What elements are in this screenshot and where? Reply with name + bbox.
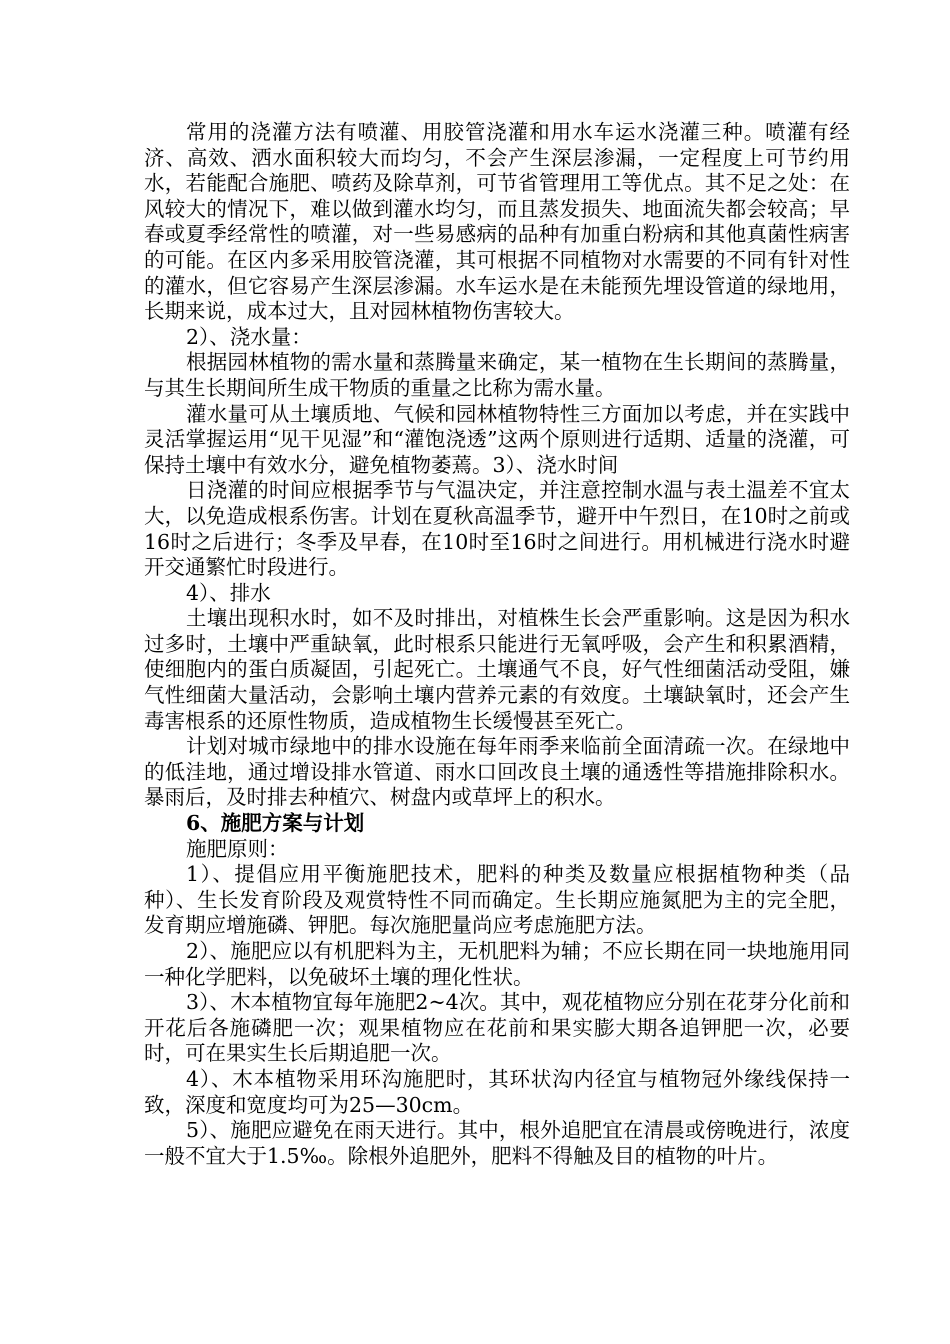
paragraph-watering-time: 日浇灌的时间应根据季节与气温决定，并注意控制水温与表土温差不宜太大，以免造成根系伤害。计划在夏秋高温季节，避开中午烈日，在10时之前或16时之后进行；冬季及早春，在10时至16时之间进行。用机械进行浇水时避开交通繁忙时段进行。 [144, 478, 850, 580]
paragraph-principle-3: 3）、木本植物宜每年施肥2~4次。其中，观花植物应分别在花芽分化前和开花后各施磷肥一次；观果植物应在花前和果实膨大期各追钾肥一次，必要时，可在果实生长后期追肥一次。 [144, 990, 850, 1066]
paragraph-waterlogging-effects: 土壤出现积水时，如不及时排出，对植株生长会严重影响。这是因为积水过多时，土壤中严重缺氧，此时根系只能进行无氧呼吸，会产生和积累酒精，使细胞内的蛋白质凝固，引起死亡。土壤通气不良，好气性细菌活动受阻，嫌气性细菌大量活动，会影响土壤内营养元素的有效度。土壤缺氧时，还会产生毒害根系的还原性物质，造成植物生长缓慢甚至死亡。 [144, 606, 850, 733]
paragraph-water-requirement: 根据园林植物的需水量和蒸腾量来确定，某一植物在生长期间的蒸腾量，与其生长期间所生成干物质的重量之比称为需水量。 [144, 350, 850, 400]
paragraph-principle-5: 5）、施肥应避免在雨天进行。其中，根外追肥宜在清晨或傍晚进行，浓度一般不宜大于1.5‰。除根外追肥外，肥料不得触及目的植物的叶片。 [144, 1118, 850, 1168]
paragraph-principle-2: 2）、施肥应以有机肥料为主，无机肥料为辅；不应长期在同一块地施用同一种化学肥料，以免破坏土壤的理化性状。 [144, 939, 850, 989]
paragraph-principle-1: 1）、提倡应用平衡施肥技术，肥料的种类及数量应根据植物种类（品种）、生长发育阶段及观赏特性不同而确定。生长期应施氮肥为主的完全肥，发育期应增施磷、钾肥。每次施肥量尚应考虑施肥方法。 [144, 862, 850, 938]
section-heading-fertilization: 6、施肥方案与计划 [186, 811, 365, 836]
subheading-drainage: 4）、排水 [186, 580, 271, 605]
paragraph-irrigation-amount: 灌水量可从土壤质地、气候和园林植物特性三方面加以考虑，并在实践中灵活掌握运用“见干见湿”和“灌饱浇透”这两个原则进行适期、适量的浇灌，可保持土壤中有效水分，避免植物萎蔫。3）、浇水时间 [144, 401, 850, 477]
paragraph-drainage-plan: 计划对城市绿地中的排水设施在每年雨季来临前全面清疏一次。在绿地中的低洼地，通过增设排水管道、雨水口回改良土壤的通透性等措施排除积水。暴雨后，及时排去种植穴、树盘内或草坪上的积水。 [144, 734, 850, 810]
subheading-watering-amount: 2）、浇水量： [186, 324, 312, 349]
document-body [144, 120, 850, 1169]
subheading-fertilization-principles: 施肥原则： [186, 836, 289, 861]
paragraph-principle-4: 4）、木本植物采用环沟施肥时，其环状沟内径宜与植物冠外缘线保持一致，深度和宽度均可为25—30cm。 [144, 1066, 850, 1117]
paragraph-irrigation-methods: 常用的浇灌方法有喷灌、用胶管浇灌和用水车运水浇灌三种。喷灌有经济、高效、洒水面积较大而均匀，不会产生深层渗漏，一定程度上可节约用水，若能配合施肥、喷药及除草剂，可节省管理用工等优点。其不足之处：在风较大的情况下，难以做到灌水均匀，而且蒸发损失、地面流失都会较高；早春或夏季经常性的喷灌，对一些易感病的品种有加重白粉病和其他真菌性病害的可能。在区内多采用胶管浇灌，其可根据不同植物对水需要的不同有针对性的灌水，但它容易产生深层渗漏。水车运水是在未能预先埋设管道的绿地用，长期来说，成本过大，且对园林植物伤害较大。 [144, 120, 850, 324]
